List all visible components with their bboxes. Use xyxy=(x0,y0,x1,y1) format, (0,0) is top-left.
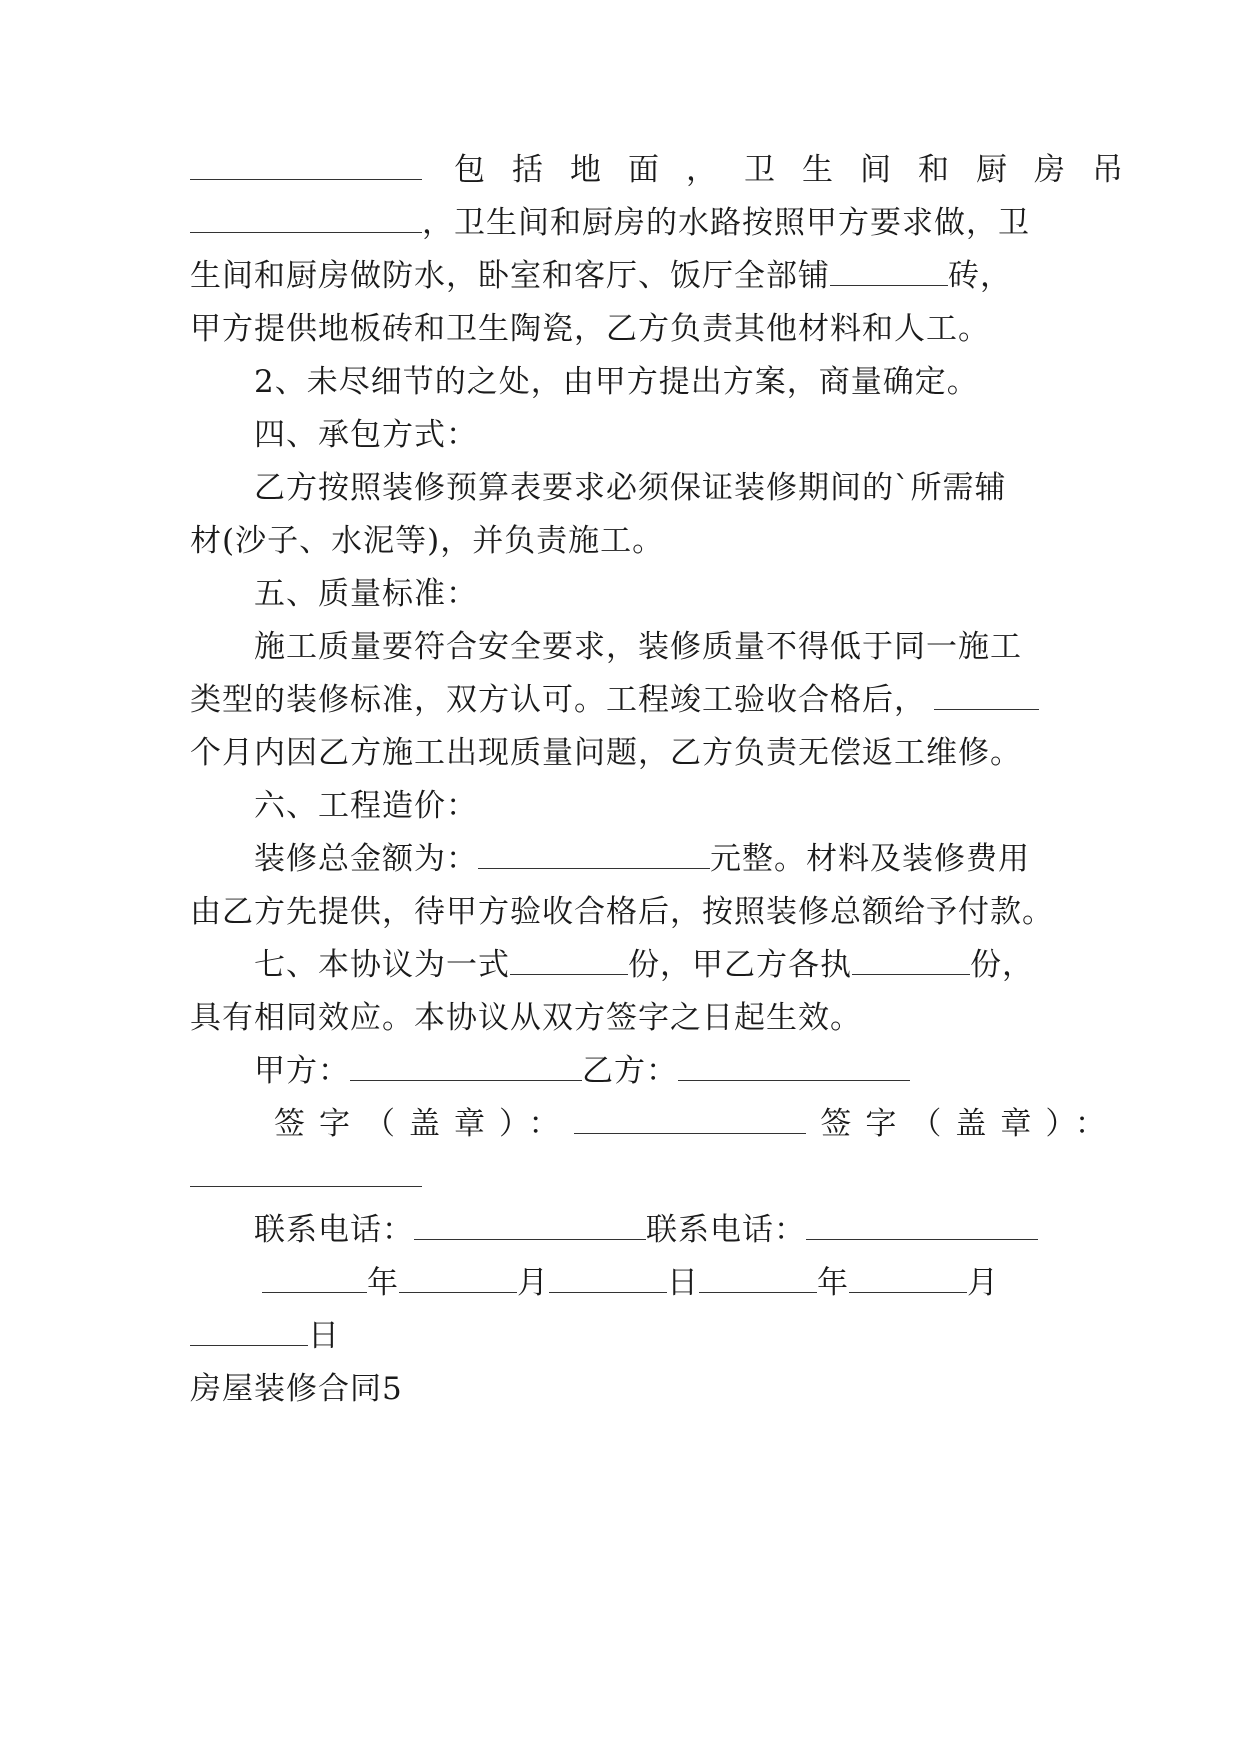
party-b-field xyxy=(678,1054,910,1081)
clause-text: 砖， xyxy=(948,258,1012,294)
day-field-a xyxy=(549,1266,667,1293)
phone-field-b xyxy=(806,1213,1038,1240)
phone-label-b: 联系电话： xyxy=(646,1212,806,1248)
year-label: 年 xyxy=(367,1265,399,1301)
section-body-line: 材(沙子、水泥等)，并负责施工。 xyxy=(190,523,665,559)
signature-label-b: 签字（盖章）： xyxy=(820,1106,1120,1142)
year-field-b xyxy=(699,1266,817,1293)
clause-item-2: 2、未尽细节的之处，由甲方提出方案，商量确定。 xyxy=(254,364,979,400)
section-body-line: 乙方按照装修预算表要求必须保证装修期间的`所需辅 xyxy=(254,470,1007,506)
year-field-a xyxy=(262,1266,367,1293)
clause-text: 类型的装修标准，双方认可。工程竣工验收合格后， xyxy=(190,682,926,718)
clause-text: 生间和厨房做防水，卧室和客厅、饭厅全部铺 xyxy=(190,258,830,294)
clause-text: 包括地面，卫生间和厨房吊 xyxy=(454,152,1150,188)
signature-label-a: 签字（盖章）： xyxy=(274,1106,574,1142)
party-a-field xyxy=(350,1054,582,1081)
party-b-label: 乙方： xyxy=(582,1053,678,1089)
date-line xyxy=(262,1263,1132,1303)
clause-line-4: 甲方提供地板砖和卫生陶瓷，乙方负责其他材料和人工。 xyxy=(190,311,990,347)
section-heading-project-cost: 六、工程造价： xyxy=(254,788,478,824)
blank-field xyxy=(190,206,422,233)
blank-field xyxy=(934,683,1039,710)
phone-line xyxy=(254,1210,1124,1250)
section-heading-quality-standard: 五、质量标准： xyxy=(254,576,478,612)
section-body-line: 个月内因乙方施工出现质量问题，乙方负责无偿返工维修。 xyxy=(190,735,1022,771)
date-continuation xyxy=(190,1316,1060,1356)
signature-field-a xyxy=(574,1107,806,1134)
month-field-b xyxy=(849,1266,967,1293)
day-field-b xyxy=(190,1319,308,1346)
next-contract-title: 房屋装修合同5 xyxy=(190,1371,403,1407)
section-seven-line xyxy=(254,945,1124,985)
month-label: 月 xyxy=(517,1265,549,1301)
clause-text: 份，甲乙方各执 xyxy=(628,947,852,983)
signature-field-b xyxy=(190,1160,422,1187)
phone-field-a xyxy=(414,1213,646,1240)
section-body-line: 施工质量要符合安全要求，装修质量不得低于同一施工 xyxy=(254,629,1022,665)
phone-label-a: 联系电话： xyxy=(254,1212,414,1248)
section-body-line: 具有相同效应。本协议从双方签字之日起生效。 xyxy=(190,1000,862,1036)
clause-line-1 xyxy=(190,150,1150,190)
clause-line-2 xyxy=(190,203,1060,243)
blank-field xyxy=(190,153,422,180)
blank-field xyxy=(830,259,948,286)
month-field-a xyxy=(399,1266,517,1293)
clause-text: 元整。材料及装修费用 xyxy=(710,841,1030,877)
clause-line-3 xyxy=(190,256,1060,296)
clause-text: 七、本协议为一式 xyxy=(254,947,510,983)
section-body-line xyxy=(190,680,1060,720)
signature-continuation xyxy=(190,1157,1060,1197)
month-label: 月 xyxy=(967,1265,999,1301)
clause-text: 装修总金额为： xyxy=(254,841,478,877)
day-label: 日 xyxy=(667,1265,699,1301)
day-label: 日 xyxy=(308,1318,340,1354)
section-body-line: 由乙方先提供，待甲方验收合格后，按照装修总额给予付款。 xyxy=(190,894,1054,930)
signature-line xyxy=(274,1104,1144,1144)
blank-field xyxy=(852,948,970,975)
clause-text: 份， xyxy=(970,947,1034,983)
blank-field xyxy=(478,842,710,869)
clause-text: ，卫生间和厨房的水路按照甲方要求做，卫 xyxy=(422,205,1030,241)
party-line xyxy=(254,1051,1124,1091)
section-body-line xyxy=(254,839,1124,879)
party-a-label: 甲方： xyxy=(254,1053,350,1089)
blank-field xyxy=(510,948,628,975)
year-label: 年 xyxy=(817,1265,849,1301)
section-heading-contract-method: 四、承包方式： xyxy=(254,417,478,453)
